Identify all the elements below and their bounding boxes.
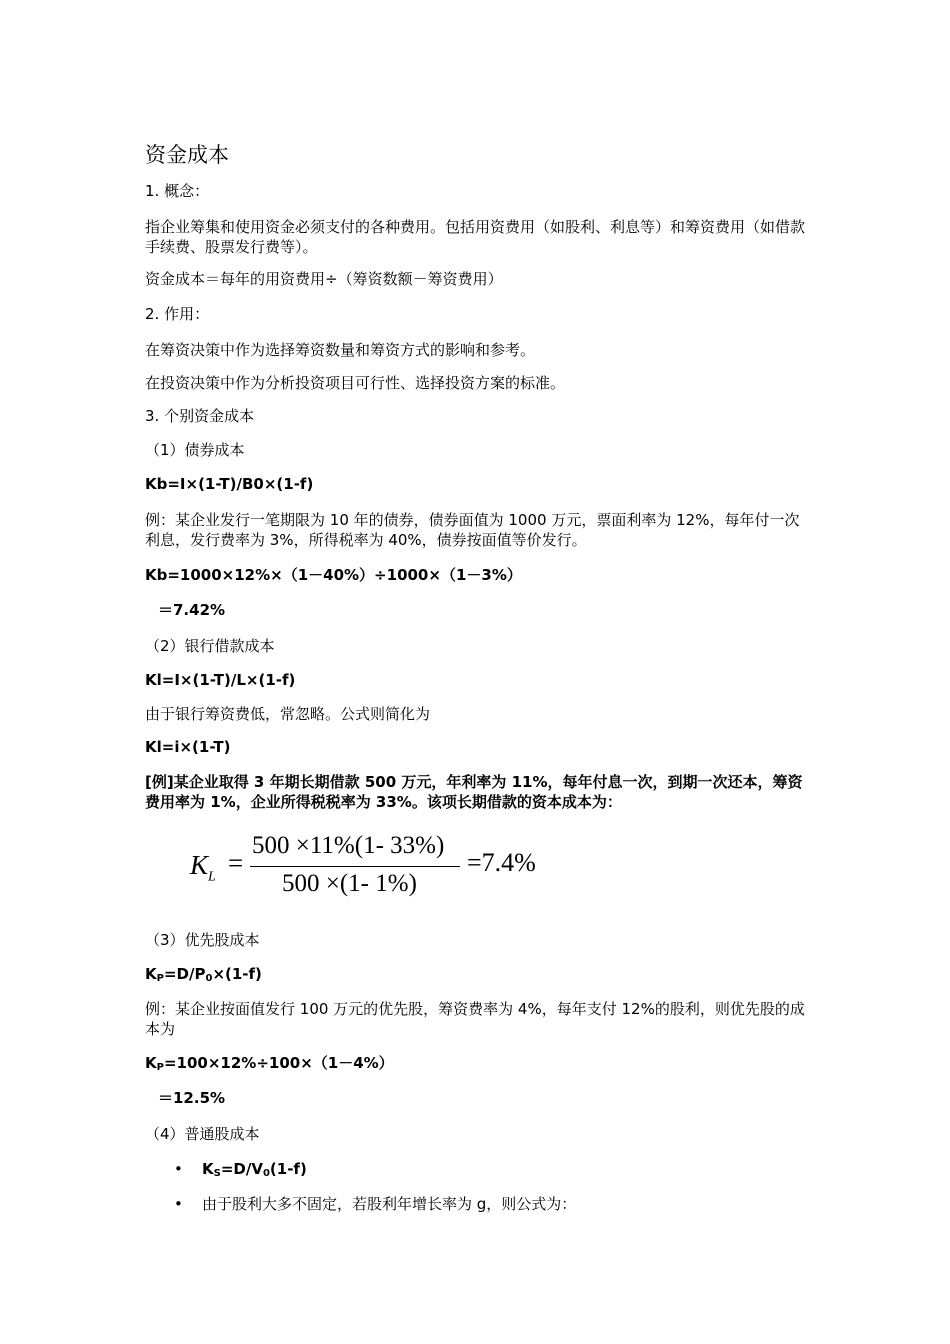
bullet-marker: • — [174, 1160, 183, 1178]
preferred-example: 例：某企业按面值发行 100 万元的优先股，筹资费率为 4%，每年支付 12%的股利，则优先股的成本为 — [145, 1000, 805, 1038]
section-heading-individual-cost: 3. 个别资金成本 — [145, 407, 255, 425]
preferred-result: ＝12.5% — [158, 1089, 226, 1107]
preferred-calculation: $K_P=100\times 12\%\div 100\times(1-4\%)$ — [145, 1054, 394, 1073]
bond-example: 例：某企业发行一笔期限为 10 年的债券，债券面值为 1000 万元，票面利率为 12%，每年付一次利息，发行费率为 3%，所得税率为 40%，债券按面值等价发行。 — [145, 511, 800, 549]
common-heading: （4）普通股成本 — [145, 1125, 260, 1143]
equation-equals: = — [228, 848, 244, 878]
common-note: 由于股利大多不固定，若股利年增长率为 g，则公式为： — [202, 1195, 577, 1213]
equation-denominator: 500 ×(1- 1%) — [282, 870, 417, 897]
concept-formula: 资金成本＝每年的用资费用÷（筹资数额－筹资费用） — [145, 270, 503, 288]
preferred-formula: $K_P=D/P_0\times(1-f)$ — [145, 965, 262, 984]
preferred-heading: （3）优先股成本 — [145, 931, 260, 949]
equation-result: =7.4% — [467, 848, 536, 877]
bond-formula: Kb=I×(1-T)/B0×(1-f) — [145, 475, 314, 493]
role-line-1: 在筹资决策中作为选择筹资数量和筹资方式的影响和参考。 — [145, 341, 536, 359]
loan-note: 由于银行筹资费低，常忽略。公式则简化为 — [145, 705, 431, 723]
page-title: 资金成本 — [145, 143, 229, 167]
bond-calculation: Kb=1000×12%×（1－40%）÷1000×（1－3%） — [145, 566, 522, 584]
concept-paragraph: 指企业筹集和使用资金必须支付的各种费用。包括用资费用（如股利、利息等）和筹资费用（如借款手续费、股票发行费等）。 — [145, 218, 806, 256]
section-heading-concept: 1. 概念： — [145, 182, 210, 200]
loan-formula: Kl=I×(1-T)/L×(1-f) — [145, 671, 296, 689]
loan-example: [例]某企业取得 3 年期长期借款 500 万元，年利率为 11%，每年付息一次，到期一次还本，筹资费用率为 1%，企业所得税税率为 33%。该项长期借款的资本成本为： — [145, 773, 803, 811]
fraction-bar — [250, 866, 460, 867]
bond-heading: （1）债券成本 — [145, 441, 245, 459]
equation-numerator: 500 ×11%(1- 33%) — [252, 832, 445, 859]
section-heading-role: 2. 作用： — [145, 305, 210, 323]
bullet-marker: • — [174, 1195, 183, 1213]
loan-heading: （2）银行借款成本 — [145, 637, 275, 655]
common-formula: $K_S=D/V_0(1-f)$ — [202, 1160, 307, 1179]
equation-k: $K_L$ — [190, 850, 216, 885]
loan-simplified-formula: Kl=i×(1-T) — [145, 738, 231, 756]
role-line-2: 在投资决策中作为分析投资项目可行性、选择投资方案的标准。 — [145, 374, 566, 392]
bond-result: ＝7.42% — [158, 601, 226, 619]
